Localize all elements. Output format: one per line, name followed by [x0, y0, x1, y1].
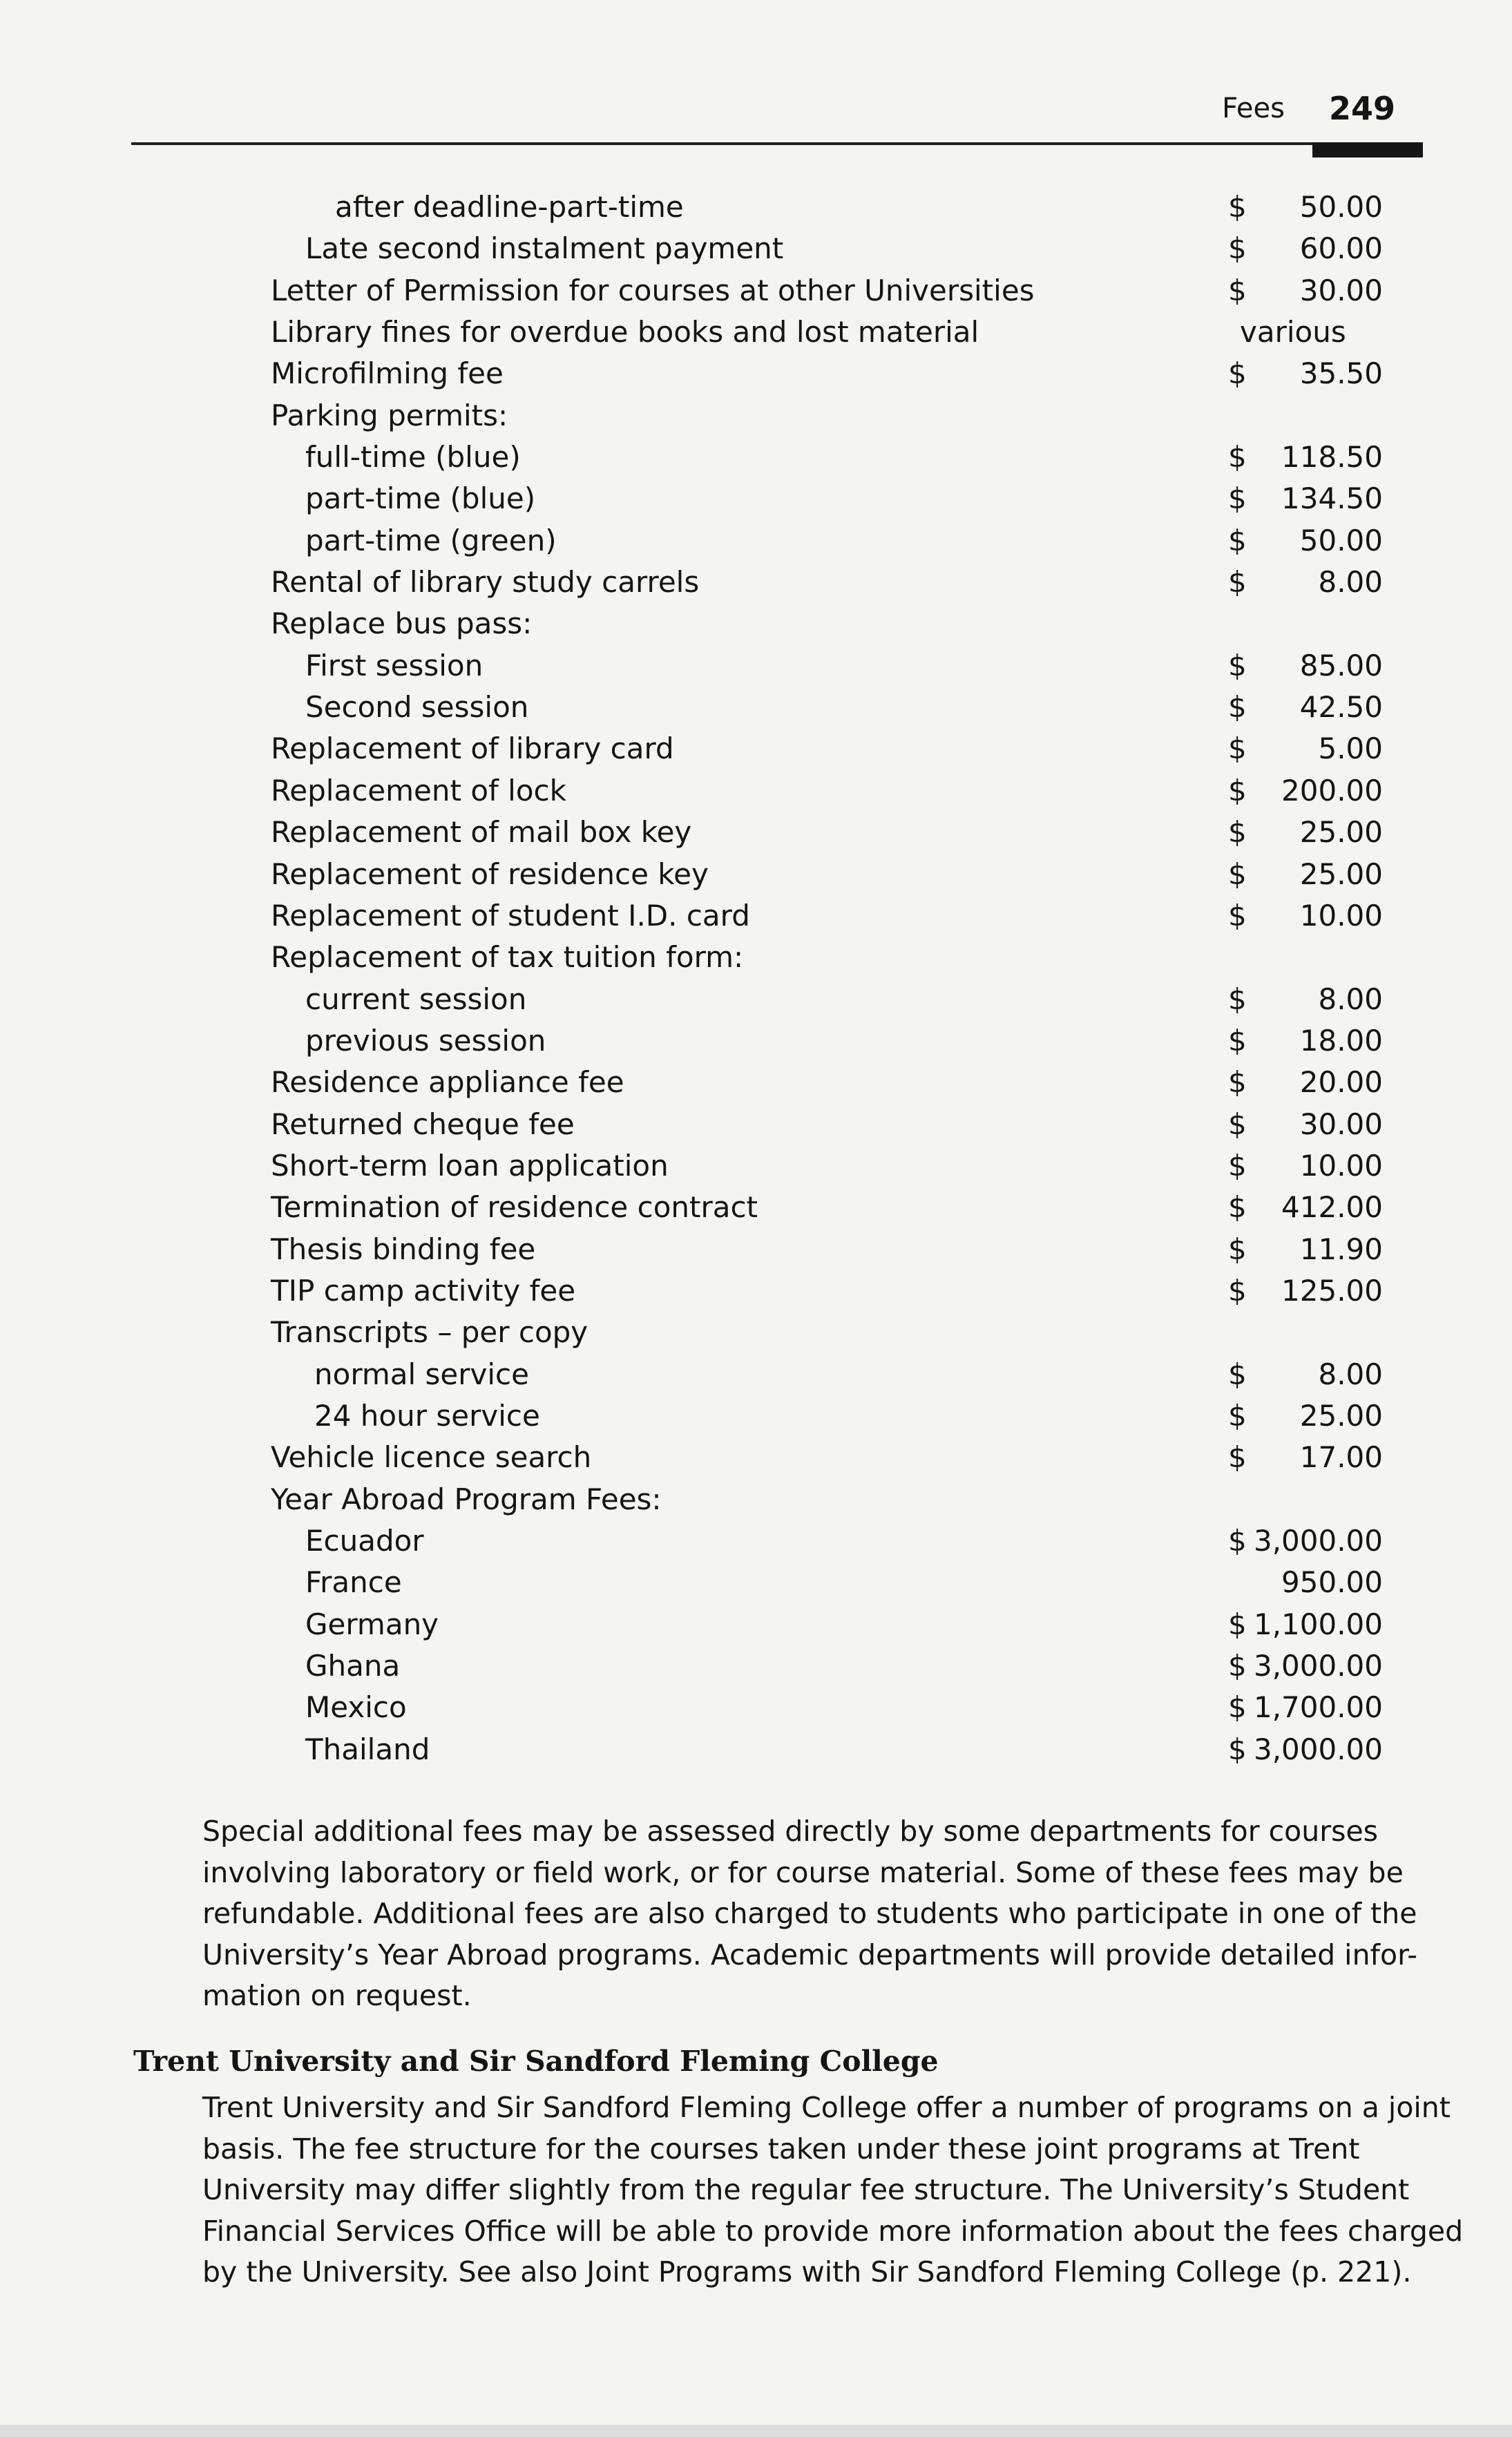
- fee-row: [0, 687, 1512, 728]
- fee-currency: $: [1228, 690, 1247, 725]
- fee-row: [0, 312, 1512, 353]
- fee-row: [0, 1062, 1512, 1103]
- fee-label: 24 hour service: [314, 1398, 540, 1433]
- fee-currency: $: [1228, 1690, 1247, 1725]
- fee-label: Germany: [305, 1607, 439, 1641]
- fee-amount: 134.50: [1281, 481, 1383, 516]
- fee-label: Short-term loan application: [271, 1148, 669, 1183]
- fee-currency: $: [1228, 565, 1247, 600]
- fee-label: Letter of Permission for courses at other Universities: [271, 273, 1035, 307]
- fee-amount: 30.00: [1299, 1107, 1383, 1141]
- fee-amount: 11.90: [1299, 1232, 1383, 1266]
- fee-row: [0, 728, 1512, 770]
- fee-label: TIP camp activity fee: [271, 1273, 576, 1308]
- fee-list: [0, 187, 1512, 1770]
- fee-amount: 8.00: [1318, 982, 1383, 1016]
- fee-label: after deadline-part-time: [335, 190, 684, 224]
- fee-row: [0, 1145, 1512, 1187]
- paragraph-line: by the University. See also Joint Programs with Sir Sandford Fleming College (p. 221).: [202, 2255, 1412, 2288]
- fee-currency: $: [1228, 523, 1247, 557]
- fee-row: [0, 1312, 1512, 1353]
- fee-label: Replacement of residence key: [271, 857, 709, 891]
- fee-row: [0, 1270, 1512, 1312]
- special-fees-paragraph: [202, 1811, 1418, 2017]
- fee-currency: $: [1228, 190, 1247, 224]
- fee-currency: $: [1228, 1148, 1247, 1183]
- running-header-section: Fees: [1222, 93, 1285, 124]
- running-header: [1036, 90, 1395, 131]
- fee-row: [0, 228, 1512, 269]
- fee-row: [0, 270, 1512, 312]
- fee-label: Microfilming fee: [271, 356, 504, 391]
- fee-label: Thesis binding fee: [271, 1232, 536, 1266]
- fee-row: [0, 187, 1512, 228]
- fee-amount: 50.00: [1299, 190, 1383, 224]
- fee-label: full-time (blue): [305, 440, 521, 475]
- fee-currency: $: [1228, 1273, 1247, 1308]
- fee-amount: 412.00: [1281, 1190, 1383, 1225]
- fee-row: [0, 520, 1512, 562]
- fee-currency: $: [1228, 1732, 1247, 1766]
- fee-currency: $: [1228, 1524, 1247, 1558]
- fee-row: [0, 353, 1512, 394]
- fee-currency: $: [1228, 356, 1247, 391]
- fee-currency: $: [1228, 231, 1247, 266]
- fee-row: [0, 1229, 1512, 1270]
- fee-currency: $: [1228, 773, 1247, 807]
- fee-amount: various: [1240, 315, 1346, 350]
- fee-currency: $: [1228, 1065, 1247, 1100]
- fee-amount: 5.00: [1318, 732, 1383, 766]
- fee-label: Mexico: [305, 1690, 407, 1725]
- header-rule: [131, 142, 1423, 145]
- fee-row: [0, 437, 1512, 478]
- fee-row: [0, 1729, 1512, 1770]
- fee-label: Ecuador: [305, 1524, 424, 1558]
- fee-amount: 60.00: [1299, 231, 1383, 266]
- fee-row: [0, 812, 1512, 853]
- fee-row: [0, 979, 1512, 1020]
- fee-row: [0, 895, 1512, 937]
- fee-currency: $: [1228, 982, 1247, 1016]
- fee-row: [0, 1354, 1512, 1395]
- fee-label: part-time (blue): [305, 481, 536, 516]
- fee-row: [0, 937, 1512, 978]
- fee-amount: 1,100.00: [1253, 1607, 1383, 1641]
- fee-label: France: [305, 1565, 402, 1600]
- fee-amount: 3,000.00: [1253, 1524, 1383, 1558]
- fee-label: Returned cheque fee: [271, 1107, 575, 1141]
- fee-label: Replacement of student I.D. card: [271, 898, 750, 933]
- fee-row: [0, 603, 1512, 644]
- fee-label: Second session: [305, 690, 529, 725]
- fee-amount: 1,700.00: [1253, 1690, 1383, 1725]
- fee-currency: $: [1228, 1107, 1247, 1141]
- fee-amount: 10.00: [1299, 1148, 1383, 1183]
- fee-currency: $: [1228, 440, 1247, 475]
- fee-row: [0, 1645, 1512, 1687]
- fee-label: Vehicle licence search: [271, 1440, 592, 1475]
- fee-label: Year Abroad Program Fees:: [271, 1482, 662, 1516]
- fee-row: [0, 645, 1512, 687]
- fee-currency: $: [1228, 1023, 1247, 1058]
- fee-label: Late second instalment payment: [305, 231, 784, 266]
- fee-label: Replacement of lock: [271, 773, 566, 807]
- fee-label: Parking permits:: [271, 398, 508, 432]
- fee-label: Termination of residence contract: [271, 1190, 758, 1225]
- fee-row: [0, 395, 1512, 437]
- fee-row: [0, 1562, 1512, 1603]
- fee-currency: $: [1228, 732, 1247, 766]
- fee-row: [0, 1395, 1512, 1437]
- paragraph-line: University may differ slightly from the regular fee structure. The University’s Student: [202, 2173, 1410, 2206]
- header-rule-tab: [1312, 142, 1423, 157]
- fee-currency: $: [1228, 1440, 1247, 1475]
- paragraph-line: refundable. Additional fees are also charged to students who participate in one of the: [202, 1897, 1417, 1930]
- fee-currency: $: [1228, 648, 1247, 682]
- fee-currency: $: [1228, 1398, 1247, 1433]
- page-number: 249: [1328, 90, 1395, 127]
- fee-amount: 200.00: [1281, 773, 1383, 807]
- fee-row: [0, 1020, 1512, 1062]
- paragraph-line: Special additional fees may be assessed directly by some departments for courses: [202, 1815, 1379, 1848]
- fee-label: Residence appliance fee: [271, 1065, 624, 1100]
- fee-label: Ghana: [305, 1649, 401, 1683]
- fee-currency: $: [1228, 1357, 1247, 1391]
- fee-amount: 42.50: [1299, 690, 1383, 725]
- paragraph-line: University’s Year Abroad programs. Academic departments will provide detailed infor-: [202, 1938, 1418, 1971]
- fee-amount: 18.00: [1299, 1023, 1383, 1058]
- fee-amount: 3,000.00: [1253, 1649, 1383, 1683]
- fee-amount: 17.00: [1299, 1440, 1383, 1475]
- fee-label: First session: [305, 648, 484, 682]
- paragraph-line: involving laboratory or field work, or for course material. Some of these fees may be: [202, 1855, 1404, 1889]
- fee-row: [0, 1104, 1512, 1145]
- fee-currency: $: [1228, 815, 1247, 850]
- fee-currency: $: [1228, 1607, 1247, 1641]
- fee-label: Rental of library study carrels: [271, 565, 700, 600]
- section-heading-trent: Trent University and Sir Sandford Fleming College: [133, 2045, 939, 2078]
- fee-label: Library fines for overdue books and lost material: [271, 315, 979, 350]
- paragraph-line: mation on request.: [202, 1979, 472, 2012]
- fee-label: Transcripts – per copy: [271, 1315, 588, 1350]
- fee-amount: 950.00: [1281, 1565, 1383, 1600]
- fee-amount: 8.00: [1318, 1357, 1383, 1391]
- fee-currency: $: [1228, 898, 1247, 933]
- trent-paragraph: [202, 2087, 1464, 2293]
- fee-label: normal service: [314, 1357, 529, 1391]
- fee-label: Replacement of library card: [271, 732, 674, 766]
- fee-currency: $: [1228, 273, 1247, 307]
- fee-row: [0, 1520, 1512, 1562]
- paragraph-line: Financial Services Office will be able to provide more information about the fees charged: [202, 2214, 1464, 2248]
- fee-currency: $: [1228, 857, 1247, 891]
- fee-amount: 8.00: [1318, 565, 1383, 600]
- paragraph-line: basis. The fee structure for the courses taken under these joint programs at Trent: [202, 2132, 1360, 2166]
- fee-amount: 3,000.00: [1253, 1732, 1383, 1766]
- fee-label: Thailand: [305, 1732, 430, 1766]
- fee-label: Replacement of mail box key: [271, 815, 692, 850]
- fee-amount: 125.00: [1281, 1273, 1383, 1308]
- fee-amount: 35.50: [1299, 356, 1383, 391]
- fee-row: [0, 1437, 1512, 1478]
- fee-row: [0, 1604, 1512, 1645]
- fee-label: Replacement of tax tuition form:: [271, 940, 744, 975]
- fee-row: [0, 1187, 1512, 1228]
- fee-amount: 118.50: [1281, 440, 1383, 475]
- paragraph-line: Trent University and Sir Sandford Fleming College offer a number of programs on a joint: [202, 2091, 1451, 2124]
- fee-label: part-time (green): [305, 523, 557, 557]
- fee-amount: 30.00: [1299, 273, 1383, 307]
- fee-amount: 85.00: [1299, 648, 1383, 682]
- fee-label: Replace bus pass:: [271, 606, 533, 641]
- fee-currency: $: [1228, 1649, 1247, 1683]
- fee-amount: 20.00: [1299, 1065, 1383, 1100]
- fee-row: [0, 770, 1512, 812]
- fee-amount: 25.00: [1299, 815, 1383, 850]
- page-bottom-edge: [0, 2425, 1512, 2437]
- fee-row: [0, 854, 1512, 895]
- fee-row: [0, 478, 1512, 519]
- fee-row: [0, 562, 1512, 603]
- fee-row: [0, 1479, 1512, 1520]
- fee-currency: $: [1228, 481, 1247, 516]
- fee-currency: $: [1228, 1190, 1247, 1225]
- fee-amount: 25.00: [1299, 1398, 1383, 1433]
- fee-currency: $: [1228, 1232, 1247, 1266]
- fee-amount: 50.00: [1299, 523, 1383, 557]
- fee-label: previous session: [305, 1023, 546, 1058]
- fee-label: current session: [305, 982, 527, 1016]
- fee-amount: 10.00: [1299, 898, 1383, 933]
- fee-row: [0, 1687, 1512, 1728]
- fee-amount: 25.00: [1299, 857, 1383, 891]
